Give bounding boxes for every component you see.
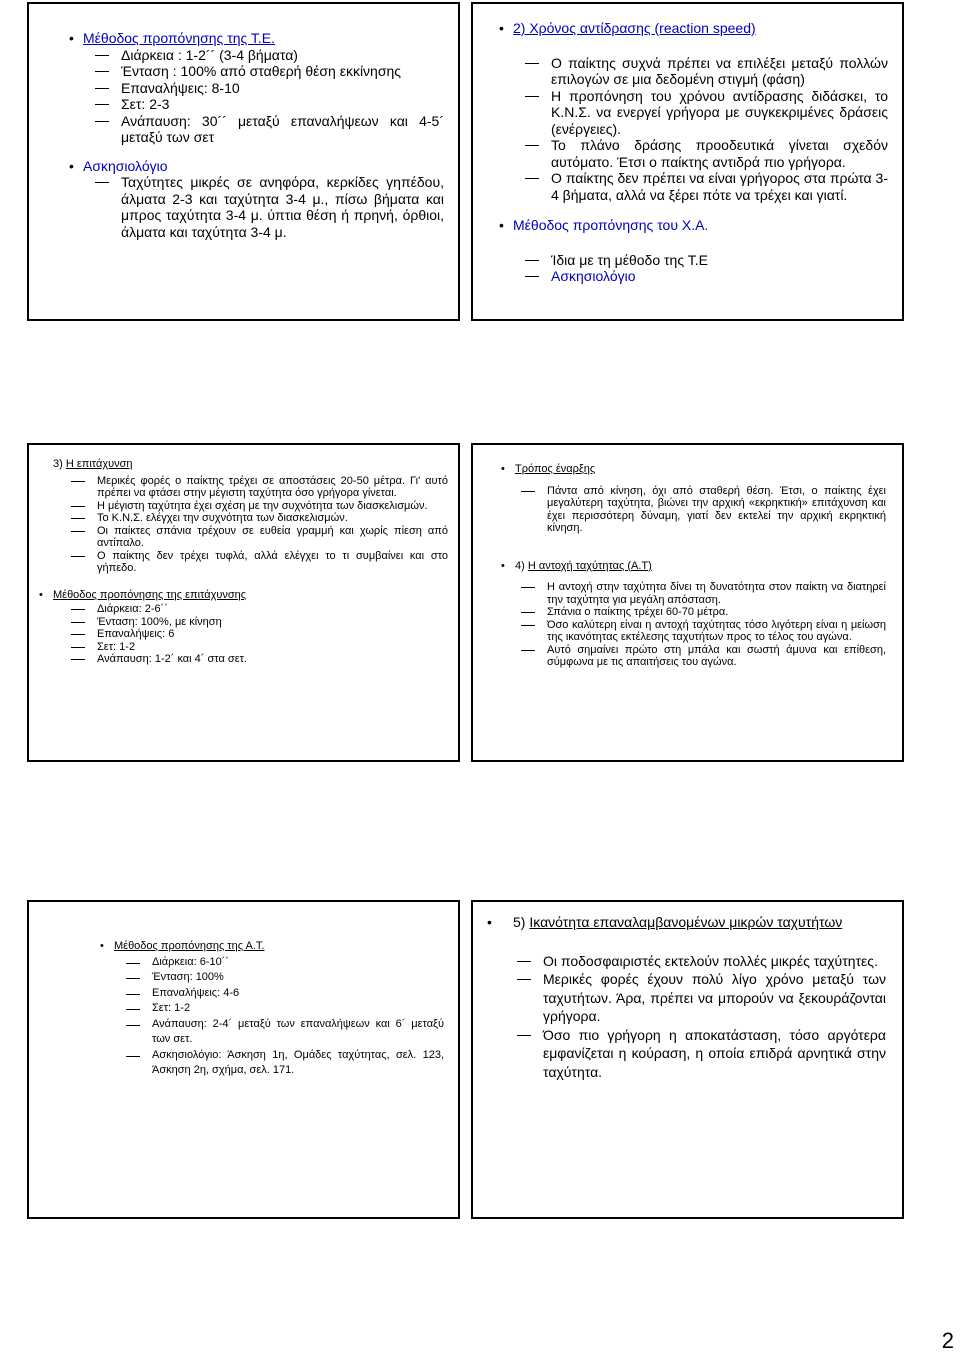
list-item: Το Κ.Ν.Σ. ελέγχει την συχνότητα των διασκελισμών.: [71, 512, 448, 525]
list-item: Επαναλήψεις: 8-10: [95, 80, 444, 97]
list-item: Ασκησιολόγιο: Άσκηση 1η, Ομάδες ταχύτητας, σελ. 123, Άσκηση 2η, σχήμα, σελ. 171.: [126, 1048, 444, 1079]
list-item: Το πλάνο δράσης προοδευτικά γίνεται σχεδόν αυτόματο. Έτσι ο παίκτης αντιδρά πιο γρήγορα.: [525, 137, 888, 170]
list-item: Ασκησιολόγιο: [525, 268, 888, 285]
slide-title-bullet: • 5) Ικανότητα επαναλαμβανομένων μικρών ταχυτήτων: [487, 913, 890, 932]
list-item: Αυτό σημαίνει πρώτο στη μπάλα και σωστή άμυνα και επίθεση, σύμφωνα με τις απαιτήσεις του αγώνα.: [521, 644, 886, 669]
method-title-bullet: [69, 30, 444, 47]
list-item: Η μέγιστη ταχύτητα έχει σχέση με την συχνότητα των διασκελισμών.: [71, 500, 448, 513]
list-item: Ανάπαυση: 1-2´ και 4´ στα σετ.: [71, 653, 448, 666]
method-title: Μέθοδος προπόνησης της Τ.Ε.: [83, 30, 276, 46]
list-item: Ο παίκτης δεν πρέπει να είναι γρήγορος στα πρώτα 3-4 βήματα, αλλά να ξέρει πότε να τρέχει και γιατί.: [525, 170, 888, 203]
slide-title: Ικανότητα επαναλαμβανομένων μικρών ταχυτήτων: [529, 914, 843, 930]
list-item: Η προπόνηση του χρόνου αντίδρασης διδάσκει, το Κ.Ν.Σ. να ενεργεί γρήγορα με συγκεκριμένες δράσεις (ενέργειες).: [525, 88, 888, 138]
list-item: Ένταση: 100%: [126, 970, 444, 986]
exercises-title-bullet: [69, 158, 444, 175]
speed-title-bullet: • 4) Η αντοχή ταχύτητας (Α.Τ): [501, 560, 886, 573]
list-item: Σετ: 2-3: [95, 96, 444, 113]
slide-3: [27, 443, 460, 762]
list-item: Ανάπαυση: 30´´ μεταξύ επαναλήψεων και 4-5´ μεταξύ των σετ: [95, 113, 444, 146]
method-title-bullet: [39, 589, 448, 602]
slide-1: [27, 2, 460, 321]
slide-title-bullet: [499, 20, 888, 37]
speed-title: Η αντοχή ταχύτητας (Α.Τ): [527, 559, 652, 572]
list-item: Οι παίκτες σπάνια τρέχουν σε ευθεία γραμμή και χωρίς πίεση από αντίπαλο.: [71, 525, 448, 550]
list-item: Η αντοχή στην ταχύτητα δίνει τη δυνατότητα στον παίκτη να διατηρεί την ταχύτητα για μεγάλη απόσταση.: [521, 581, 886, 606]
list-item: Ένταση : 100% από σταθερή θέση εκκίνησης: [95, 63, 444, 80]
list-item: Ταχύτητες μικρές σε ανηφόρα, κερκίδες γηπέδου, άλματα 2-3 και ταχύτητα 3-4 μ., πίσω βήματα και μπρος ταχύτητα 3-4 μ. ύπτια θέση ή πρηνή, όρθιοι, άλματα και ταχύτητα 3-4 μ.: [95, 174, 444, 240]
list-item: Σετ: 1-2: [71, 641, 448, 654]
method-title-bullet: [100, 939, 444, 955]
list-item: Διάρκεια : 1-2´´ (3-4 βήματα): [95, 47, 444, 64]
list-item: Ανάπαυση: 2-4´ μεταξύ των επαναλήψεων και 6´ μεταξύ των σετ.: [126, 1017, 444, 1048]
slide-2: [471, 2, 904, 321]
list-item: Επαναλήψεις: 4-6: [126, 986, 444, 1002]
list-item: Όσο πιο γρήγορη η αποκατάσταση, τόσο αργότερα εμφανίζεται η κούραση, η οποία επιδρά αρνητικά στην ταχύτητα.: [517, 1026, 886, 1082]
slide-title: 2) Χρόνος αντίδρασης (reaction speed): [513, 20, 756, 36]
start-title-bullet: [501, 463, 886, 476]
exercises-title: Ασκησιολόγιο: [83, 157, 168, 174]
method-title: Μέθοδος προπόνησης της Α.Τ.: [114, 940, 265, 952]
list-item: Σετ: 1-2: [126, 1001, 444, 1017]
list-item: Οι ποδοσφαιριστές εκτελούν πολλές μικρές ταχύτητες.: [517, 952, 886, 971]
method-title: Μέθοδος προπόνησης του Χ.Α.: [513, 217, 709, 233]
list-item: Ο παίκτης συχνά πρέπει να επιλέξει μεταξύ πολλών επιλογών σε μια δεδομένη στιγμή (φάση): [525, 55, 888, 88]
list-item: Μερικές φορές έχουν πολύ λίγο χρόνο μεταξύ των ταχυτήτων. Άρα, πρέπει να μπορούν να ξεκουράζονται γρήγορα.: [517, 970, 886, 1026]
list-item: Ίδια με τη μέθοδο της Τ.Ε: [525, 252, 888, 269]
list-item: Διάρκεια: 2-6´´: [71, 603, 448, 616]
list-item: Διάρκεια: 6-10´´: [126, 955, 444, 971]
start-title: Τρόπος έναρξης: [515, 463, 596, 475]
slide-title: 3) Η επιτάχυνση: [53, 458, 133, 470]
list-item: Ένταση: 100%, με κίνηση: [71, 616, 448, 629]
list-item: Επαναλήψεις: 6: [71, 628, 448, 641]
list-item: Ο παίκτης δεν τρέχει τυφλά, αλλά ελέγχει το τι συμβαίνει και στο γήπεδο.: [71, 550, 448, 575]
list-item: Μερικές φορές ο παίκτης τρέχει σε αποστάσεις 20-50 μέτρα. Γι' αυτό πρέπει να φτάσει στην μέγιστη ταχύτητα όσο γρήγορα γίνεται.: [71, 475, 448, 500]
slide-4: [471, 443, 904, 762]
method-title-bullet: [499, 217, 888, 234]
list-item: Όσο καλύτερη είναι η αντοχή ταχύτητας τόσο λιγότερη είναι η μείωση της ικανότητας εκτέλεσης ταχυτήτων προς το τέλος του αγώνα.: [521, 619, 886, 644]
method-title: Μέθοδος προπόνησης της επιτάχυνσης: [53, 588, 247, 601]
list-item: Πάντα από κίνηση, όχι από σταθερή θέση. Έτσι, ο παίκτης έχει μεγαλύτερη ταχύτητα, βιώνει την αρχική «εκρηκτική» επιτάχυνση και έχει περισσότερη δύναμη, γιατί δεν εκτελεί την αρχική εκρηκτική κίνηση.: [521, 485, 886, 535]
list-item: Σπάνια ο παίκτης τρέχει 60-70 μέτρα.: [521, 606, 886, 619]
slide-6: [471, 900, 904, 1219]
page-number: 2: [941, 1328, 954, 1353]
slide-5: [27, 900, 460, 1219]
